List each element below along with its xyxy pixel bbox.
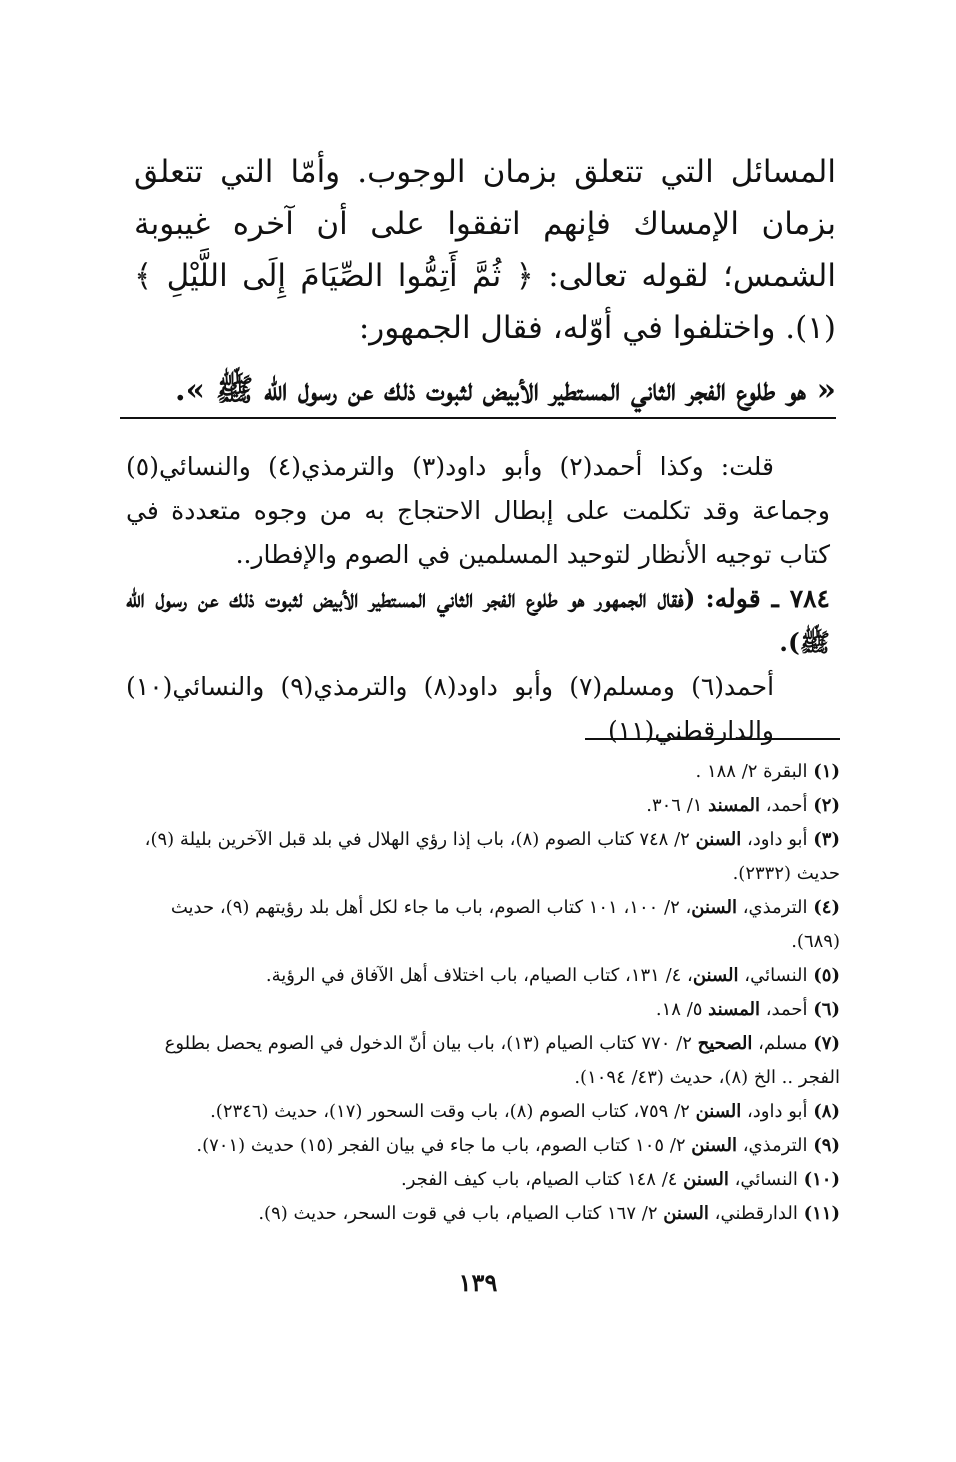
footnote-item	[120, 1129, 840, 1163]
footnote-number: (١٠)	[803, 1169, 840, 1190]
footnote-text: ٢/ ٧٧٠ كتاب الصيام (١٣)، باب بيان أنّ الدخول في الصوم يحصل بطلوع الفجر .. الخ (٨)، حديث (٤٣/ ١٠٩٤).	[164, 1033, 840, 1088]
footnote-item	[120, 755, 840, 789]
footnote-number: (١١)	[803, 1203, 840, 1224]
footnote-source-title: السنن	[692, 965, 739, 986]
entry-text: (فقال الجمهور هو طلوع الفجر الثاني المستطير الأبيض لثبوت ذلك عن رسول الله ﷺ).	[126, 584, 830, 657]
footnote-text: مسلم،	[752, 1033, 814, 1054]
footnotes-list	[120, 755, 840, 1231]
entry-number: ٧٨٤ ـ قوله:	[705, 584, 830, 613]
footnote-item	[120, 891, 840, 959]
entry-784	[126, 577, 830, 665]
footnote-text: ٢/ ٧٥٩، كتاب الصوم (٨)، باب وقت السحور (١٧)، حديث (٢٣٤٦).	[210, 1101, 696, 1122]
footnote-source-title: السنن	[691, 1135, 737, 1156]
footnote-text: ٢/ ١٠٥ كتاب الصوم، باب ما جاء في بيان الفجر (١٥) حديث (٧٠١).	[196, 1135, 692, 1156]
footnote-rule	[585, 738, 840, 740]
footnote-number: (٦)	[813, 999, 840, 1020]
footnote-text: أحمد،	[760, 999, 814, 1020]
footnote-source-title: السنن	[695, 1101, 742, 1122]
main-text	[134, 146, 836, 416]
footnote-text: أحمد،	[760, 795, 814, 816]
footnote-source-title: المسند	[708, 795, 761, 816]
footnote-number: (٤)	[813, 897, 840, 918]
separator-rule	[120, 417, 836, 419]
footnote-number: (٢)	[813, 795, 840, 816]
footnote-item	[120, 1163, 840, 1197]
commentary-section	[126, 445, 830, 753]
footnote-text: الترمذي،	[736, 897, 814, 918]
footnote-source-title: الصحيح	[697, 1033, 753, 1054]
footnote-text: ١/ ٣٠٦.	[646, 795, 709, 816]
entry-sources: أحمد(٦) ومسلم(٧) وأبو داود(٨) والترمذي(٩) والنسائي(١٠) والدارقطني(١١)	[126, 672, 775, 745]
footnote-text: النسائي،	[738, 965, 814, 986]
footnote-source-title: المسند	[708, 999, 761, 1020]
footnote-number: (٧)	[813, 1033, 840, 1054]
footnote-text: البقرة ٢/ ١٨٨ .	[695, 761, 814, 782]
footnote-text: ٥/ ١٨.	[655, 999, 709, 1020]
footnote-text: ، ٤/ ١٣١، كتاب الصيام، باب اختلاف أهل الآفاق في الرؤية.	[265, 965, 693, 986]
footnote-item	[120, 1197, 840, 1231]
footnote-number: (٣)	[813, 829, 840, 850]
footnote-item	[120, 1027, 840, 1095]
footnote-number: (٨)	[813, 1101, 840, 1122]
footnote-source-title: السنن	[663, 1203, 709, 1224]
footnote-text: الترمذي،	[736, 1135, 814, 1156]
commentary-lead	[126, 445, 830, 577]
page-number: ١٣٩	[458, 1268, 498, 1297]
main-paragraph: المسائل التي تتعلق بزمان الوجوب. وأمّا التي تتعلق بزمان الإمساك فإنهم اتفقوا على أن آخره غيبوبة الشمس؛ لقوله تعالى: ﴿ ثُمَّ أَتِمُّوا الصِّيَامَ إِلَى اللَّيْلِ ﴾ (١). واختلفوا في أوّله، فقال الجمهور:	[134, 154, 836, 346]
footnote-source-title: السنن	[691, 897, 737, 918]
footnote-text: أبو داود،	[741, 1101, 814, 1122]
footnote-text: أبو داود،	[741, 829, 814, 850]
footnote-text: ٢/ ١٦٧ كتاب الصيام، باب في قوت السحر، حديث (٩).	[258, 1203, 664, 1224]
footnote-item	[120, 959, 840, 993]
footnote-item	[120, 823, 840, 891]
footnote-item	[120, 993, 840, 1027]
footnote-number: (١)	[813, 761, 840, 782]
commentary-lead-text: قلت: وكذا أحمد(٢) وأبو داود(٣) والترمذي(٤) والنسائي(٥) وجماعة وقد تكلمت على إبطال الاحتجاج به من وجوه متعددة في كتاب توجيه الأنظار لتوحيد المسلمين في الصوم والإفطار..	[126, 452, 830, 569]
footnote-text: النسائي،	[728, 1169, 804, 1190]
footnote-number: (٥)	[813, 965, 840, 986]
footnote-source-title: السنن	[683, 1169, 729, 1190]
footnote-text: الدارقطني،	[708, 1203, 804, 1224]
footnote-item	[120, 1095, 840, 1129]
footnote-item	[120, 789, 840, 823]
footnote-source-title: السنن	[695, 829, 742, 850]
footnote-number: (٩)	[813, 1135, 840, 1156]
jumhur-quote: « هو طلوع الفجر الثاني المستطير الأبيض لثبوت ذلك عن رسول الله ﷺ ».	[174, 372, 836, 408]
footnote-text: ٤/ ١٤٨ كتاب الصيام، باب كيف الفجر.	[401, 1169, 684, 1190]
footnote-text: ٢/ ٧٤٨ كتاب الصوم (٨)، باب إذا رؤي الهلال في بلد قبل الآخرين بليلة (٩)، حديث (٢٣٣٢).	[144, 829, 840, 884]
footnote-text: ، ٢/ ١٠٠، ١٠١ كتاب الصوم، باب ما جاء لكل أهل بلد رؤيتهم (٩)، حديث (٦٨٩).	[170, 897, 840, 952]
